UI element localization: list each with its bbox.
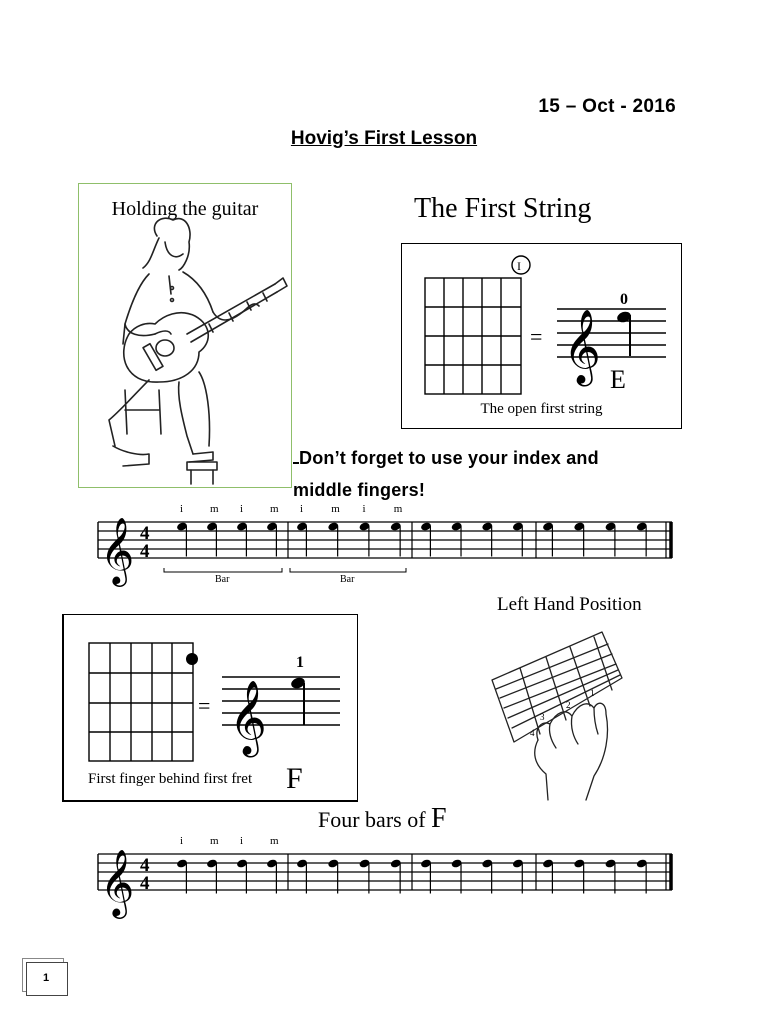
reminder-line-2: middle fingers! [293, 480, 426, 500]
open-string-caption: The open first string [480, 401, 603, 417]
fingering-mark: i [180, 835, 184, 847]
fingering-mark: i [180, 503, 184, 515]
fret-number-label: 0 [620, 291, 628, 308]
finger-number-3: 3 [540, 712, 545, 722]
staff-first-string [90, 500, 680, 593]
first-fret-f-diagram [62, 614, 358, 802]
fingering-mark: m [331, 503, 340, 515]
fingering-mark: m [270, 503, 279, 515]
page-title: Hovig’s First Lesson [290, 128, 478, 149]
staff-f-notes [90, 832, 680, 925]
equals-sign: = [530, 324, 543, 349]
bar-label: Bar [340, 574, 355, 585]
lesson-date: 15 – Oct - 2016 [538, 96, 676, 117]
bar-label: Bar [215, 574, 230, 585]
bar-bracket [164, 568, 282, 572]
finger-dot [186, 653, 198, 665]
four-bars-letter: F [431, 803, 447, 834]
finger-number-1: 1 [590, 688, 595, 698]
fingering-mark: i [362, 503, 366, 515]
equals-sign: = [198, 693, 211, 718]
fingering-mark: m [210, 503, 219, 515]
guitarist-illustration [79, 184, 291, 487]
holding-guitar-caption: Holding the guitar [111, 198, 259, 220]
four-bars-heading [318, 803, 447, 835]
holding-guitar-figure [78, 183, 292, 488]
staff-e-notes [90, 500, 680, 588]
fingering-mark: m [393, 503, 403, 515]
first-string-heading: The First String [414, 193, 592, 224]
page-number: 1 [42, 972, 50, 984]
note-letter-f: F [286, 762, 303, 795]
treble-clef-icon: 𝄞 [563, 310, 601, 384]
fingering-mark: m [270, 835, 279, 847]
fingers-reminder [293, 442, 693, 506]
bar-bracket [290, 568, 406, 572]
fingering-mark: i [300, 503, 304, 515]
fingering-mark: i [240, 503, 244, 515]
open-first-string-diagram [401, 243, 682, 429]
time-signature-bottom: 4 [140, 873, 150, 894]
fingering-mark: i [240, 835, 244, 847]
left-hand-illustration [490, 624, 640, 809]
reminder-line-1: Don’t forget to use your index and [299, 448, 599, 468]
fingering-mark: m [210, 835, 219, 847]
fret-f-number: 1 [296, 654, 304, 671]
four-bars-prefix: Four bars of [318, 807, 426, 832]
time-signature-top: 4 [140, 523, 150, 544]
treble-clef-icon: 𝄞 [100, 848, 135, 916]
treble-clef-icon: 𝄞 [100, 516, 135, 584]
treble-clef-icon: 𝄞 [229, 681, 267, 755]
finger-number-2: 2 [566, 700, 571, 710]
time-signature-bottom: 4 [140, 541, 150, 562]
fret-and-staff-diagram [402, 244, 680, 427]
string-circle-label: I [517, 259, 521, 273]
first-finger-caption: First finger behind first fret [88, 771, 253, 787]
staff-f-notes-svg [90, 832, 680, 920]
left-hand-heading: Left Hand Position [497, 594, 642, 615]
finger-number-4: 4 [530, 728, 535, 738]
note-letter-e: E [610, 365, 626, 394]
time-signature-top: 4 [140, 855, 150, 876]
page-number-box [22, 958, 68, 996]
